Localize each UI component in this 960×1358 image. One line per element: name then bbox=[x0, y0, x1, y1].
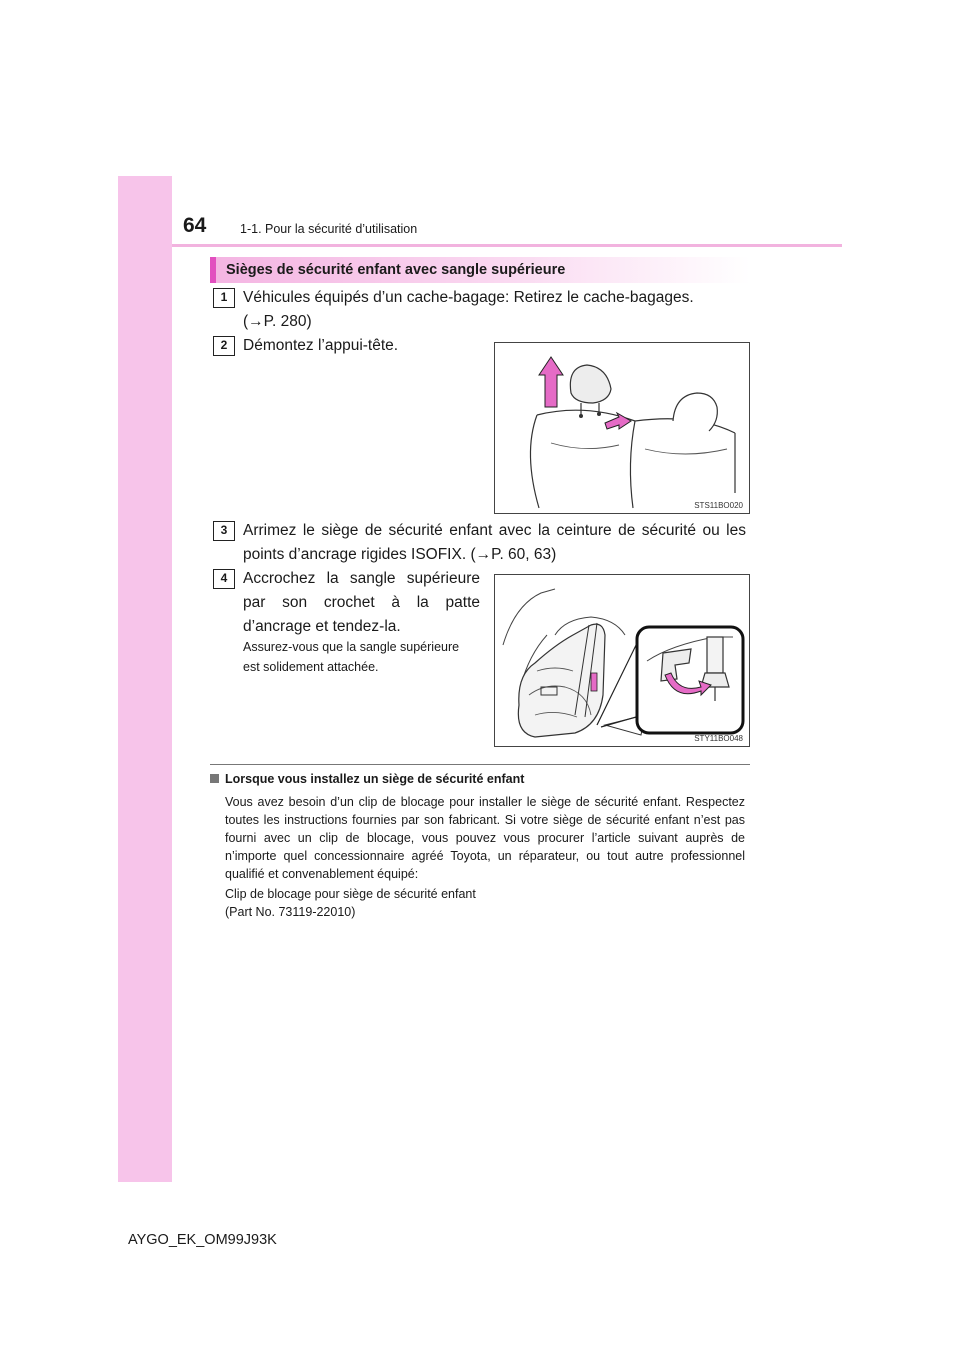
step-3-line-2: points d’ancrage rigides ISOFIX. (→P. 60, 63) bbox=[243, 546, 557, 563]
step-2-text: Démontez l’appui-tête. bbox=[243, 337, 399, 354]
step-number-1: 1 bbox=[213, 288, 235, 308]
footer-document-code: AYGO_EK_OM99J93K bbox=[128, 1232, 277, 1248]
top-tether-illustration bbox=[494, 574, 750, 747]
step-4-line-1: Accrochez la sangle supérieure bbox=[243, 570, 480, 587]
step-3-line-1: Arrimez le siège de sécurité enfant avec la ceinture de sécurité ou les bbox=[243, 522, 746, 539]
step-number-2: 2 bbox=[213, 336, 235, 356]
headrest-illustration-code: STS11BO020 bbox=[694, 501, 743, 510]
section-title: 1-1. Pour la sécurité d’utilisation bbox=[240, 222, 418, 236]
header-rule bbox=[172, 244, 842, 247]
note-square-icon bbox=[210, 774, 219, 783]
note-paragraph-2-line-2: (Part No. 73119-22010) bbox=[225, 905, 356, 919]
step-4-text bbox=[243, 567, 480, 639]
note-heading bbox=[210, 772, 524, 786]
note-paragraph-2 bbox=[225, 885, 745, 921]
heading-accent bbox=[210, 257, 216, 283]
step-4-line-3: d’ancrage et tendez-la. bbox=[243, 618, 401, 635]
side-margin-band bbox=[118, 176, 172, 1182]
step-4-note-line-1: Assurez-vous que la sangle supérieure bbox=[243, 640, 460, 654]
top-tether-illustration-code: STY11BO048 bbox=[694, 734, 743, 743]
step-1-line-2: (→P. 280) bbox=[243, 313, 312, 330]
step-4-note-line-2: est solidement attachée. bbox=[243, 660, 379, 674]
note-paragraph-2-line-1: Clip de blocage pour siège de sécurité enfant bbox=[225, 887, 476, 901]
page-number: 64 bbox=[183, 214, 207, 237]
note-divider bbox=[210, 764, 750, 765]
note-paragraph-1: Vous avez besoin d’un clip de blocage pour installer le siège de sécurité enfant. Respectez toutes les instructions fournies par son fabricant. Si votre siège de sécurité enfant n’est pas fourni avec un clip de blocage, vous pouvez vous procurer l’article suivant auprès de n’importe quel concessionnaire agréé Toyota, un réparateur, ou tout autre professionnel qualifié et convenablement équipé: bbox=[225, 795, 745, 881]
top-tether-drawing bbox=[495, 575, 751, 748]
headrest-drawing bbox=[495, 343, 751, 515]
headrest-illustration bbox=[494, 342, 750, 514]
note-title: Lorsque vous installez un siège de sécurité enfant bbox=[225, 772, 525, 786]
step-4-note bbox=[243, 637, 483, 677]
step-4-line-2: par son crochet à la patte bbox=[243, 594, 480, 611]
step-number-3: 3 bbox=[213, 521, 235, 541]
step-number-4: 4 bbox=[213, 569, 235, 589]
heading-bar bbox=[210, 257, 750, 283]
step-1-text bbox=[243, 286, 753, 334]
step-1-line-1: Véhicules équipés d’un cache-bagage: Retirez le cache-bagages. bbox=[243, 289, 694, 306]
step-3-text bbox=[243, 519, 746, 567]
heading-title: Sièges de sécurité enfant avec sangle supérieure bbox=[226, 262, 566, 278]
